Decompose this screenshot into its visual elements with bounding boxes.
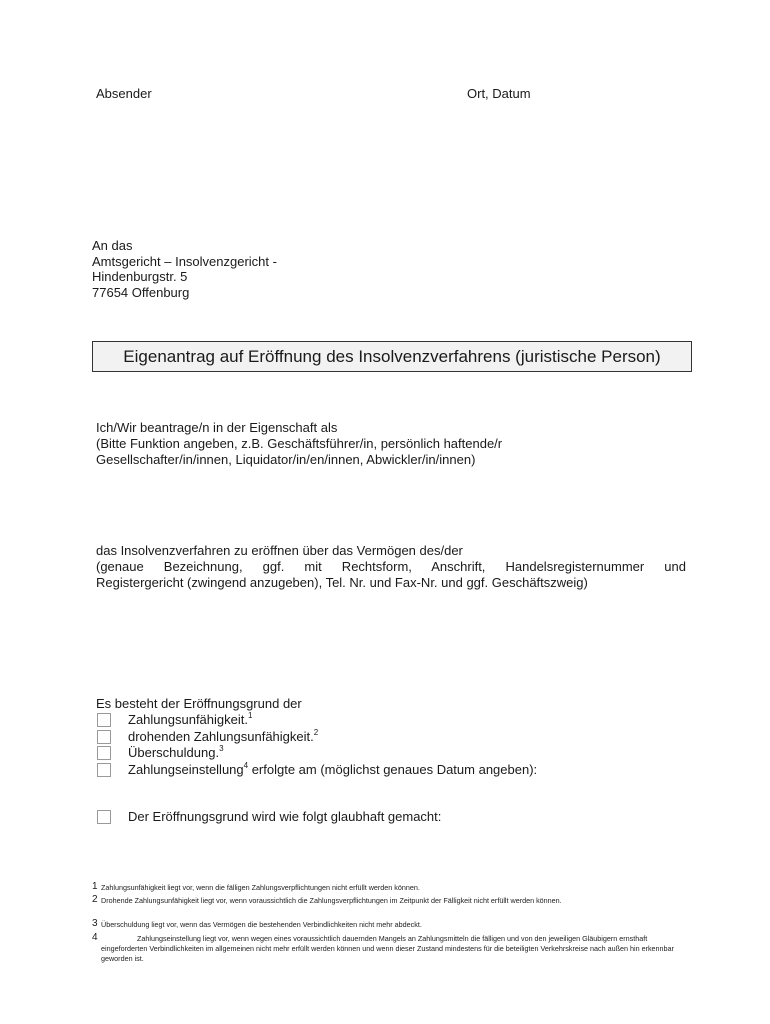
over-indebtedness-checkbox[interactable] [97, 746, 111, 760]
recipient-line: 77654 Offenburg [92, 284, 190, 300]
option-over-indebtedness [128, 745, 224, 761]
footnote-number: 1 [92, 881, 98, 892]
grounds-heading: Es besteht der Eröffnungsgrund der [96, 696, 302, 711]
section-text: Registergericht (zwingend anzugeben), Tel. Nr. und Fax-Nr. und ggf. Geschäftszweig) [96, 575, 588, 590]
footnote-ref: 1 [247, 710, 253, 720]
footnote-ref: 2 [313, 727, 319, 737]
recipient-line: Amtsgericht – Insolvenzgericht - [92, 253, 277, 269]
footnote-text: Überschuldung liegt vor, wenn das Vermögen die bestehenden Verbindlichkeiten nicht mehr abdeckt. [101, 920, 422, 929]
recipient-address [92, 238, 277, 300]
recipient-line: An das [92, 238, 133, 253]
recipient-line: Hindenburgstr. 5 [92, 269, 188, 284]
option-suffix: erfolgte am (möglichst genaues Datum angeben): [248, 762, 538, 777]
debtor-section [96, 543, 686, 591]
sender-label: Absender [96, 86, 152, 101]
impending-insolvency-checkbox[interactable] [97, 730, 111, 744]
section-text: Gesellschafter/in/innen, Liquidator/in/en/innen, Abwickler/in/innen) [96, 452, 476, 467]
footnote-text: Drohende Zahlungsunfähigkeit liegt vor, wenn voraussichtlich die Zahlungsverpflichtungen im Zeitpunkt der Fälligkeit nicht erfüllt werden können. [101, 896, 562, 905]
place-date-label: Ort, Datum [467, 86, 531, 101]
applicant-capacity-section [96, 420, 686, 468]
option-impending-insolvency [128, 729, 318, 745]
option-label: Zahlungseinstellung [128, 762, 244, 777]
suspension-of-payments-checkbox[interactable] [97, 763, 111, 777]
credibility-checkbox[interactable] [97, 810, 111, 824]
option-suspension-of-payments [128, 762, 537, 778]
footnote-number: 3 [92, 918, 98, 929]
footnote-ref: 3 [219, 743, 224, 753]
section-text: Ich/Wir beantrage/n in der Eigenschaft als [96, 420, 338, 435]
footnote-text: Zahlungsunfähigkeit liegt vor, wenn die fälligen Zahlungsverpflichtungen nicht erfüllt werden können. [101, 883, 420, 892]
footnote-number: 4 [92, 932, 98, 943]
footnote-number: 2 [92, 894, 98, 905]
section-text: (Bitte Funktion angeben, z.B. Geschäftsführer/in, persönlich haftende/r [96, 436, 503, 451]
option-label: Zahlungsunfähigkeit. [128, 712, 248, 727]
footnote-ref: 4 [243, 760, 249, 770]
option-insolvency [128, 712, 252, 728]
footnote-text: Zahlungseinstellung liegt vor, wenn wegen eines voraussichtlich dauernden Mangels an Zahlungsmitteln die fälligen und von den jeweiligen Gläubigern ernsthaft eingeforderten Verbindlichkeiten im allgemeinen nicht mehr erfüllt werden können und wenn dieser Zustand mindestens für die beteiligten Verkehrskreise nach außen hin erkennbar geworden ist. [101, 934, 674, 963]
option-label: Überschuldung. [128, 745, 220, 760]
insolvency-checkbox[interactable] [97, 713, 111, 727]
section-text: das Insolvenzverfahren zu eröffnen über das Vermögen des/der [96, 543, 463, 558]
document-title: Eigenantrag auf Eröffnung des Insolvenzverfahrens (juristische Person) [123, 346, 661, 366]
credibility-label: Der Eröffnungsgrund wird wie folgt glaubhaft gemacht: [128, 809, 442, 824]
document-title-box [92, 341, 692, 372]
option-label: drohenden Zahlungsunfähigkeit. [128, 729, 314, 744]
section-text: (genaue Bezeichnung, ggf. mit Rechtsform, Anschrift, Handelsregisternummer und [96, 559, 686, 574]
